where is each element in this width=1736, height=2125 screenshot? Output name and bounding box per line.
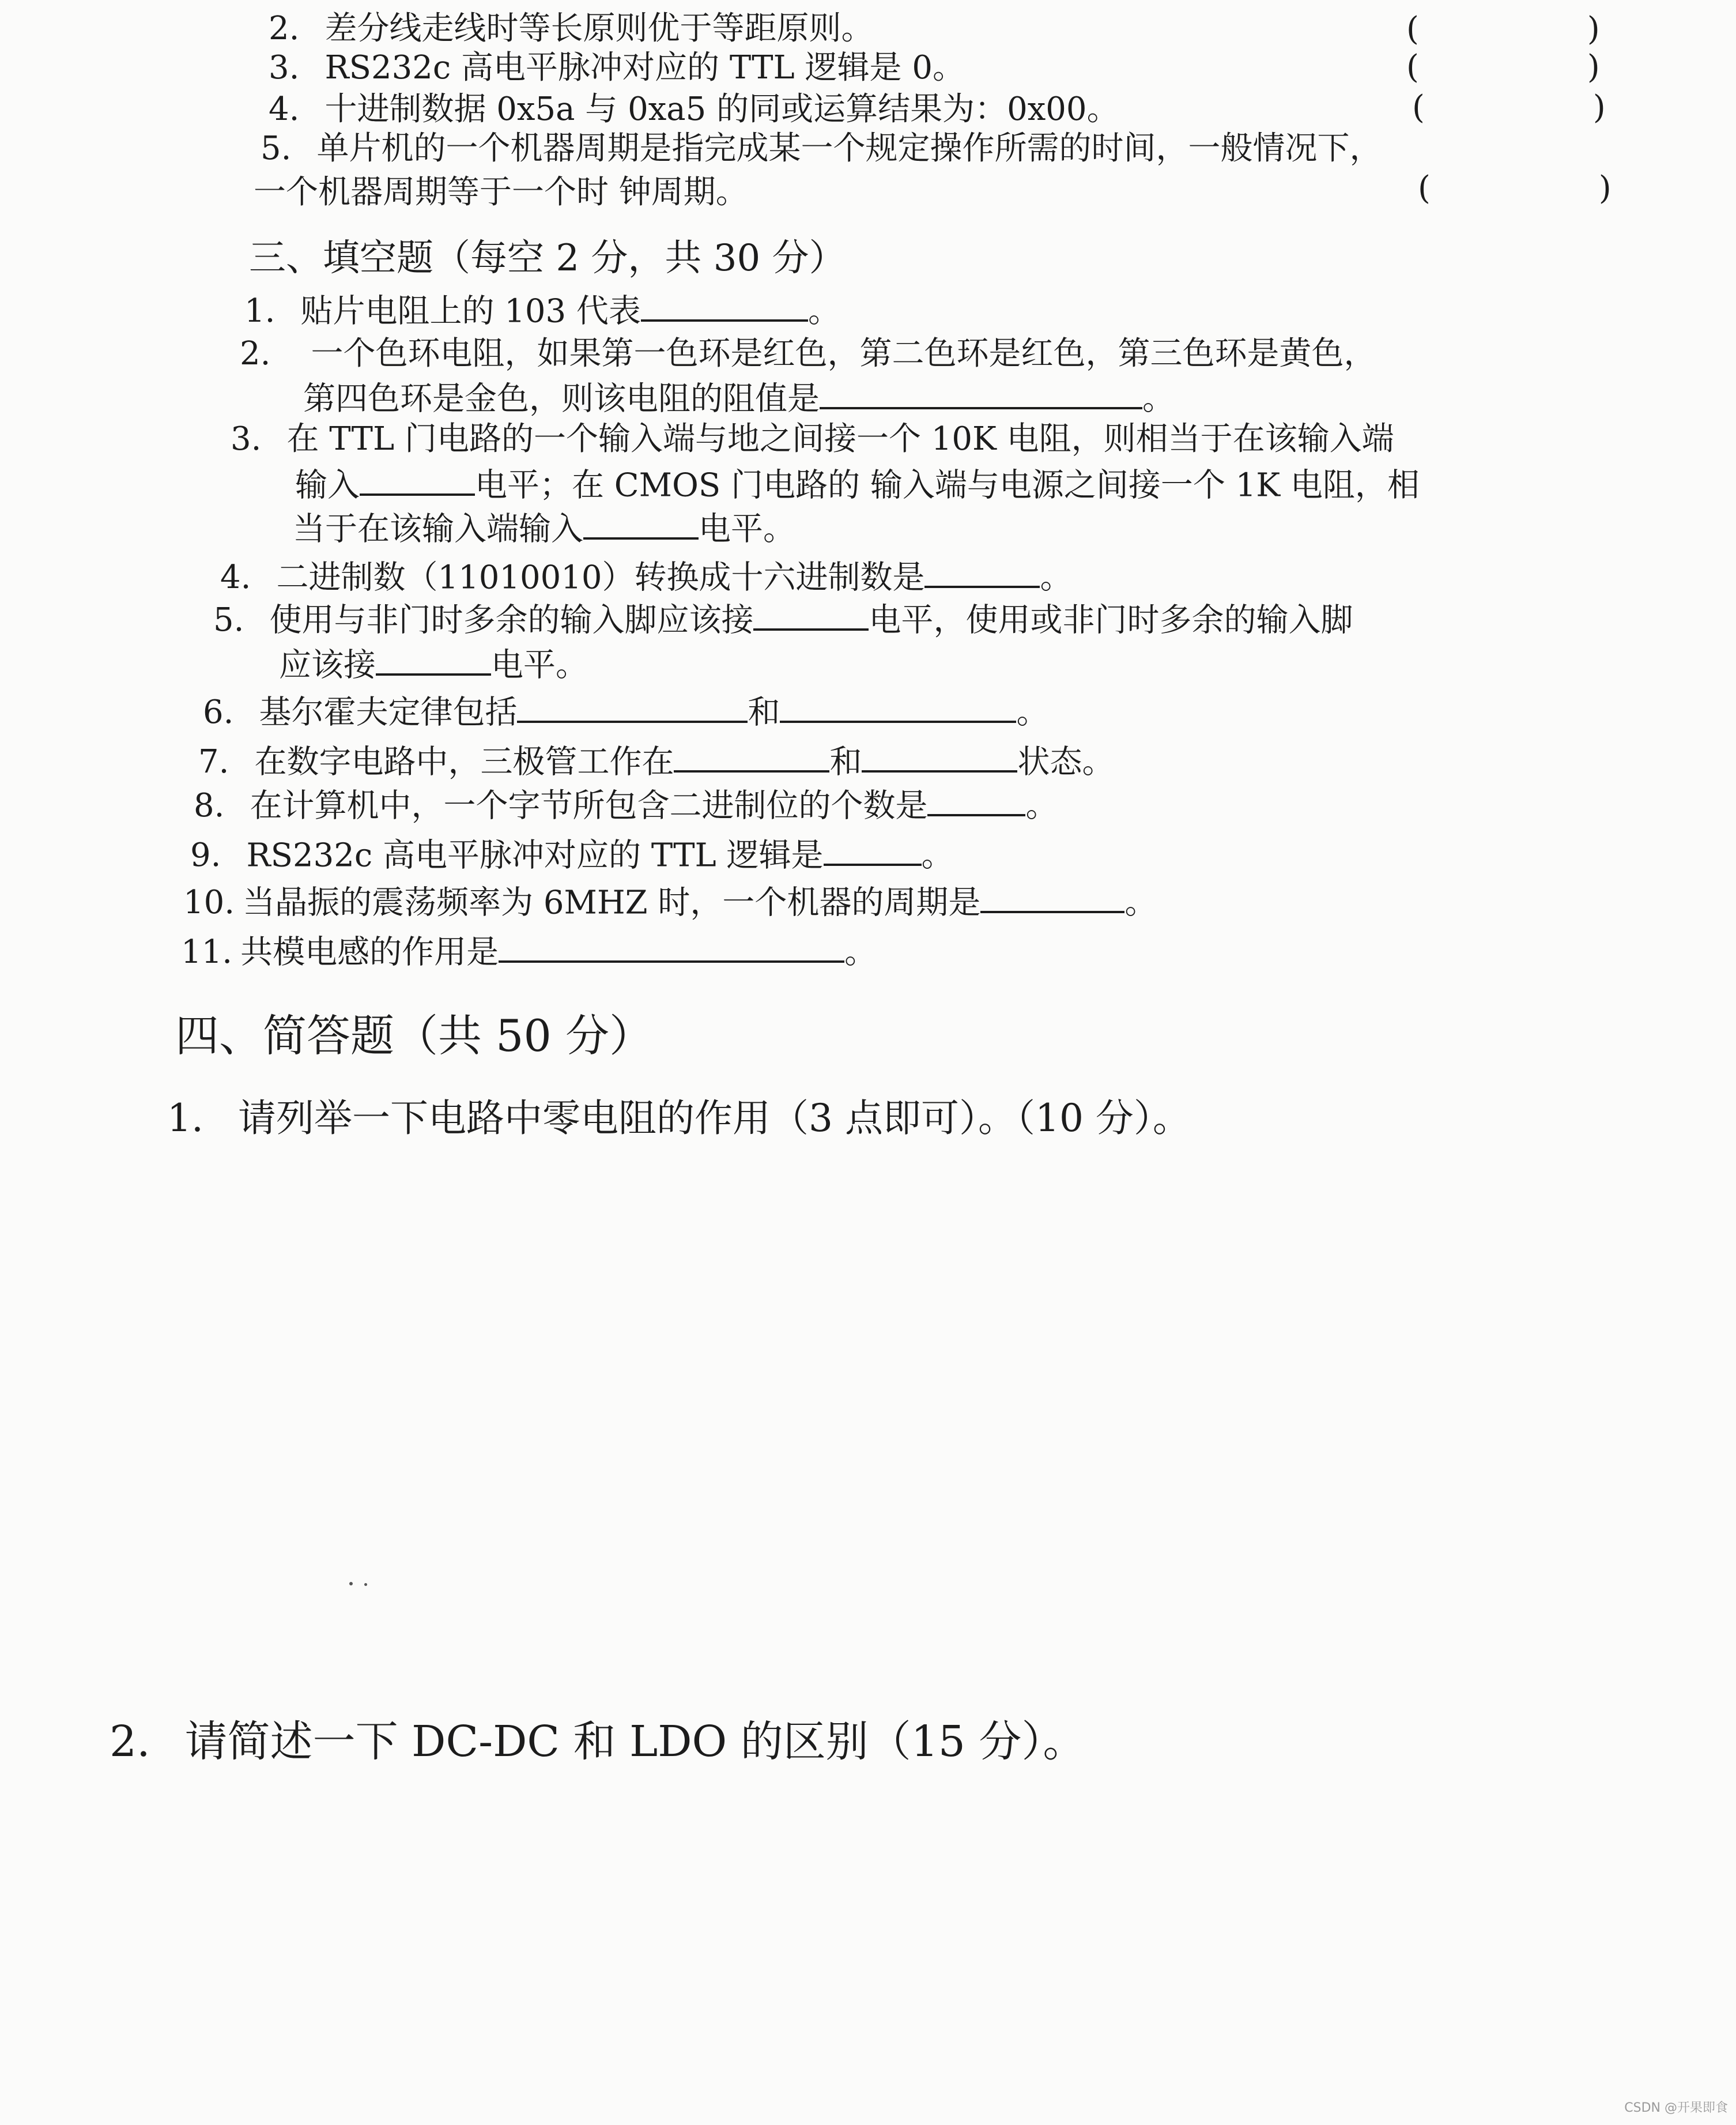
scan-speck [349,1582,353,1585]
fill-q9: 9. RS232c 高电平脉冲对应的 TTL 逻辑是 。 [190,835,954,875]
fill-q7: 7. 在数字电路中，三极管工作在 和 状态。 [198,741,1114,782]
fill-section-heading: 三、填空题（每空 2 分，共 30 分） [249,237,846,280]
short-section-heading: 四、简答题（共 50 分） [175,1010,654,1061]
answer-blank[interactable] [641,291,808,322]
fill-q5: 5. 使用与非门时多余的输入脚应该接 电平，使用或非门时多余的输入脚 [213,600,1353,640]
fill-q3: 3. 在 TTL 门电路的一个输入端与地之间接一个 10K 电阻，则相当于在该输入端 [231,420,1394,458]
watermark: CSDN @开果即食 [1624,2101,1728,2115]
answer-blank[interactable] [924,557,1040,588]
fill-q1: 1. 贴片电阻上的 103 代表 。 [244,291,840,331]
fill-q2: 2. 一个色环电阻，如果第一色环是红色，第二色环是红色，第三色环是黄色， [240,335,1376,372]
answer-paren-5: ( ) [1418,169,1646,207]
answer-blank[interactable] [862,741,1017,773]
judge-item-5: 5. 单片机的一个机器周期是指完成某一个规定操作所需的时间，一般情况下， [261,130,1382,167]
fill-q11: 11. 共模电感的作用是 。 [181,932,877,972]
answer-paren-2: ( ) [1406,10,1635,48]
fill-q2-cont: 第四色环是金色，则该电阻的阻值是 。 [303,378,1175,419]
fill-q5-cont: 应该接 电平。 [279,645,588,685]
answer-blank[interactable] [674,741,829,773]
answer-blank[interactable] [583,508,699,540]
answer-blank[interactable] [824,835,922,866]
judge-item-5-cont: 一个机器周期等于一个时 钟周期。 [254,174,748,211]
answer-paren-4: ( ) [1412,89,1640,126]
judge-item-3: 3. RS232c 高电平脉冲对应的 TTL 逻辑是 0。 [269,49,965,86]
answer-blank[interactable] [376,645,491,676]
answer-paren-3: ( ) [1406,48,1635,86]
answer-blank[interactable] [499,932,844,963]
answer-blank[interactable] [820,378,1142,409]
answer-blank[interactable] [753,600,869,631]
judge-item-4: 4. 十进制数据 0x5a 与 0xa5 的同或运算结果为：0x00。 [269,91,1119,128]
short-q1: 1. 请列举一下电路中零电阻的作用（3 点即可）。（10 分）。 [167,1096,1191,1140]
fill-q4: 4. 二进制数（11010010）转换成十六进制数是 。 [220,557,1072,597]
fill-q10: 10. 当晶振的震荡频率为 6MHZ 时，一个机器的周期是 。 [183,882,1157,922]
scan-speck [364,1583,367,1586]
answer-blank[interactable] [517,692,748,723]
fill-q6: 6. 基尔霍夫定律包括 和 。 [203,692,1048,732]
answer-blank[interactable] [780,692,1016,723]
answer-blank[interactable] [360,465,475,496]
answer-blank[interactable] [980,882,1124,913]
answer-blank[interactable] [927,785,1025,816]
short-q2: 2. 请简述一下 DC-DC 和 LDO 的区别（15 分）。 [110,1717,1086,1766]
fill-q8: 8. 在计算机中，一个字节所包含二进制位的个数是 。 [194,785,1058,826]
judge-item-2: 2. 差分线走线时等长原则优于等距原则。 [269,10,874,47]
fill-q3-cont: 输入 电平；在 CMOS 门电路的 输入端与电源之间接一个 1K 电阻，相 [295,465,1420,505]
fill-q3-cont2: 当于在该输入端输入 电平。 [293,508,795,549]
